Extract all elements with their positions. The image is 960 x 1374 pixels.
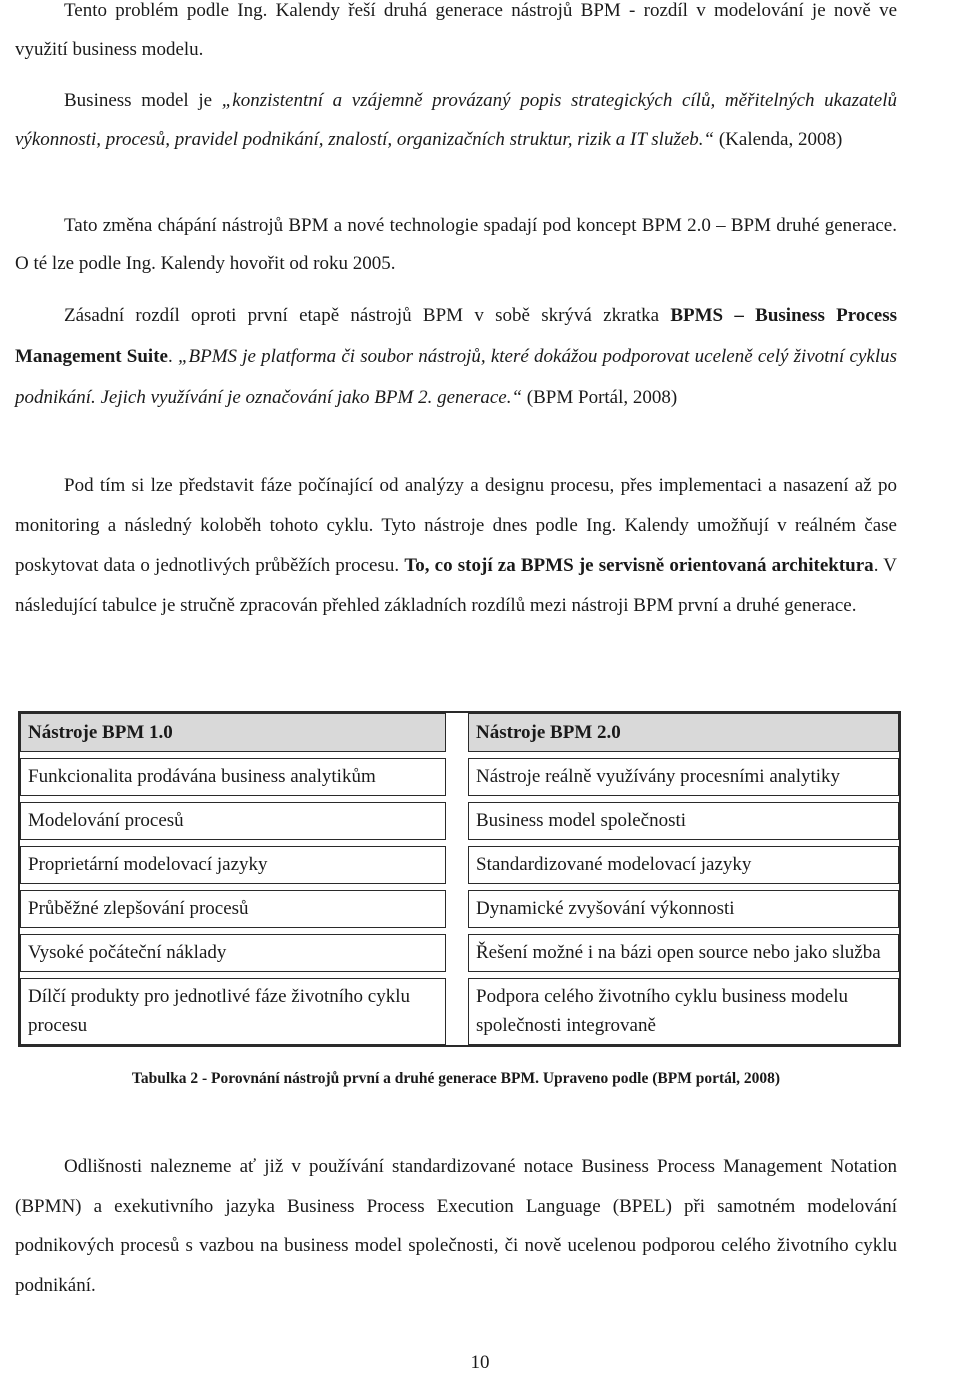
paragraph-lifecycle <box>15 466 897 626</box>
p5-soa-statement: To, co stojí za BPMS je servisně orientovaná architektura <box>404 555 874 576</box>
page-number: 10 <box>470 1352 490 1373</box>
paragraph-bpm-2-0: Tato změna chápání nástrojů BPM a nové technologie spadají pod koncept BPM 2.0 – BPM druhé generace. O té lze podle Ing. Kalendy hovořit od roku 2005. <box>15 215 897 274</box>
table-cell-bpm-1: Vysoké počáteční náklady <box>20 934 446 972</box>
table-column-gap <box>446 934 468 972</box>
paragraph-differences: Odlišnosti nalezneme ať již v používání standardizované notace Business Process Management Notation (BPMN) a exekutivního jazyka Business Process Execution Language (BPEL) při samotném modelování podnikových procesů s vazbou na business model společnosti, či nově ucelenou podporou celého životního cyklu podnikání. <box>15 1156 897 1296</box>
p2-citation: (Kalenda, 2008) <box>714 129 843 150</box>
paragraph-intro: Tento problém podle Ing. Kalendy řeší druhá generace nástrojů BPM - rozdíl v modelování je nově ve využití business modelu. <box>15 0 897 60</box>
table-cell-bpm-2: Business model společnosti <box>468 802 899 840</box>
table-row <box>20 978 899 1045</box>
paragraph-bpms <box>15 295 897 418</box>
table-caption: Tabulka 2 - Porovnání nástrojů první a druhé generace BPM. Upraveno podle (BPM portál, 2008) <box>131 1070 781 1087</box>
table-column-gap <box>446 978 468 1045</box>
table-header-row <box>20 713 899 752</box>
table-column-gap <box>446 890 468 928</box>
table-cell-bpm-1: Proprietární modelovací jazyky <box>20 846 446 884</box>
table-cell-bpm-2: Standardizované modelovací jazyky <box>468 846 899 884</box>
table-cell-bpm-2: Řešení možné i na bázi open source nebo jako služba <box>468 934 899 972</box>
p5-tail: . V následující tabulce je stručně zpracován přehled základních rozdílů mezi nástroji BPM první a druhé generace. <box>15 555 897 616</box>
table-cell-bpm-2: Dynamické zvyšování výkonnosti <box>468 890 899 928</box>
p4-dot: . <box>167 346 178 367</box>
p4-quote: „BPMS je platforma či soubor nástrojů, které dokážou podporovat uceleně celý životní cyklus podnikání. Jejich využívání je označování jako BPM 2. generace.“ <box>15 346 898 408</box>
p2-quote: „konzistentní a vzájemně provázaný popis strategických cílů, měřitelných ukazatelů výkonnosti, procesů, pravidel podnikání, znalostí, organizačních struktur, rizik a IT služeb.“ <box>15 90 897 150</box>
table-row <box>20 890 899 928</box>
p5-lead: Pod tím si lze představit fáze počínající od analýzy a designu procesu, přes implementaci a nasazení až po monitoring a následný koloběh tohoto cyklu. Tyto nástroje dnes podle Ing. Kalendy umožňují v reálném čase poskytovat data o jednotlivých průběžích procesu. <box>15 475 897 576</box>
table-cell-bpm-2: Podpora celého životního cyklu business modelu společnosti integrovaně <box>468 978 899 1045</box>
p2-lead: Business model je <box>64 90 222 111</box>
table-column-gap <box>446 802 468 840</box>
table-cell-bpm-1: Modelování procesů <box>20 802 446 840</box>
p4-lead: Zásadní rozdíl oproti první etapě nástrojů BPM v sobě skrývá zkratka <box>64 305 671 326</box>
paragraph-business-model <box>15 81 897 159</box>
table-cell-bpm-1: Funkcionalita prodávána business analytikům <box>20 758 446 796</box>
table-cell-bpm-1: Průběžné zlepšování procesů <box>20 890 446 928</box>
table-cell-bpm-1: Dílčí produkty pro jednotlivé fáze životního cyklu procesu <box>20 978 446 1045</box>
table-row <box>20 846 899 884</box>
table-column-gap <box>446 758 468 796</box>
table-cell-bpm-2: Nástroje reálně využívány procesními analytiky <box>468 758 899 796</box>
comparison-table <box>18 711 901 1047</box>
table-row <box>20 758 899 796</box>
table-row <box>20 802 899 840</box>
p4-citation: (BPM Portál, 2008) <box>522 387 678 408</box>
table-column-gap <box>446 713 468 752</box>
table-row <box>20 934 899 972</box>
p4-bpms-term: BPMS – Business Process Management Suite <box>15 305 897 367</box>
table-column-gap <box>446 846 468 884</box>
table-header-bpm-2: Nástroje BPM 2.0 <box>468 713 899 752</box>
table-header-bpm-1: Nástroje BPM 1.0 <box>20 713 446 752</box>
